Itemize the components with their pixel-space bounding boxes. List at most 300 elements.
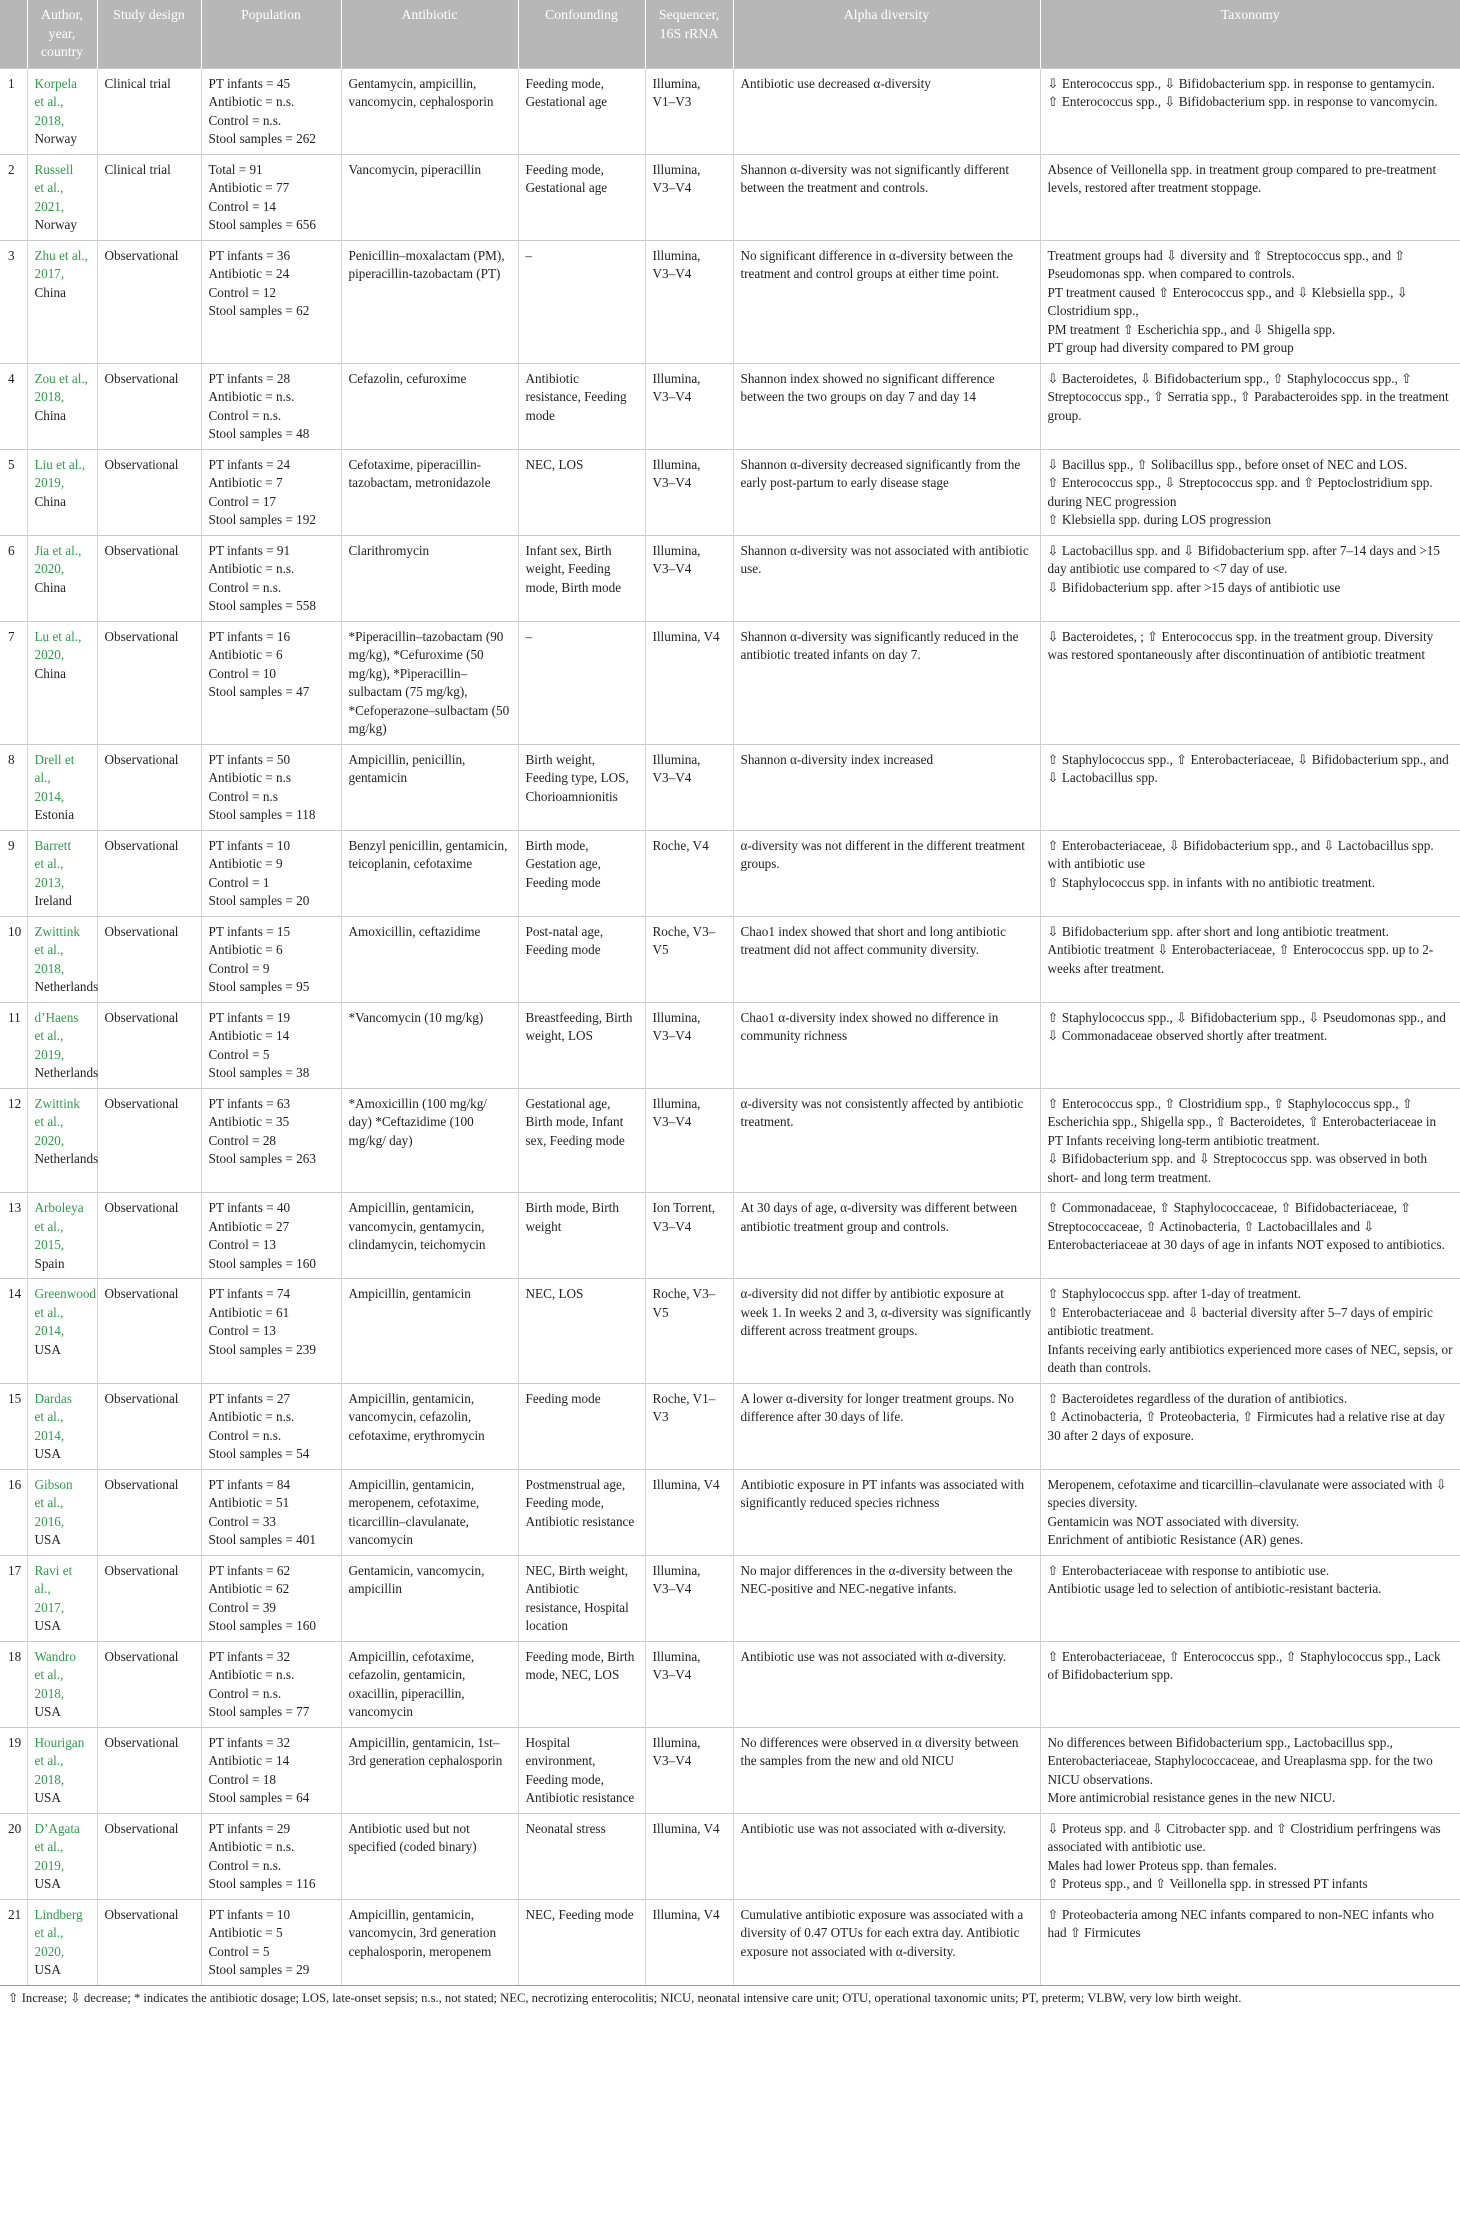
- alpha-diversity: Shannon α-diversity was not associated with antibiotic use.: [733, 535, 1040, 621]
- header-col-study-design: Study design: [97, 0, 201, 68]
- population-line: Control = 13: [208, 1323, 277, 1338]
- author-link[interactable]: et al., 2018,: [34, 1753, 65, 1787]
- taxonomy-cell: [1040, 449, 1460, 535]
- alpha-diversity: At 30 days of age, α-diversity was different between antibiotic treatment group and controls.: [733, 1193, 1040, 1279]
- sequencer: Illumina, V3–V4: [645, 1088, 733, 1193]
- taxonomy-line: PT treatment caused ⇧ Enterococcus spp., and ⇩ Klebsiella spp., ⇩ Clostridium spp.,: [1047, 284, 1408, 318]
- header-col-antibiotic: Antibiotic: [341, 0, 518, 68]
- population-line: Antibiotic = 62: [208, 1581, 290, 1596]
- table-row: [0, 240, 1460, 363]
- taxonomy-line: Enrichment of antibiotic Resistance (AR) genes.: [1047, 1532, 1304, 1547]
- author-link[interactable]: et al., 2014,: [34, 1304, 65, 1338]
- author-link[interactable]: et al., 2018,: [34, 94, 65, 128]
- table-row: [0, 1727, 1460, 1813]
- table-row: [0, 1193, 1460, 1279]
- taxonomy-cell: [1040, 830, 1460, 916]
- population-cell: [201, 1555, 341, 1641]
- country: China: [34, 407, 67, 423]
- study-design: Observational: [97, 240, 201, 363]
- sequencer: Roche, V4: [645, 830, 733, 916]
- population-cell: [201, 535, 341, 621]
- header-col-population: Population: [201, 0, 341, 68]
- sequencer: Illumina, V4: [645, 1469, 733, 1555]
- population-cell: [201, 1641, 341, 1727]
- author-link[interactable]: Gibson: [34, 1476, 73, 1492]
- sequencer: Illumina, V4: [645, 1813, 733, 1899]
- population-line: Antibiotic = n.s: [208, 770, 292, 785]
- sequencer: Ion Torrent, V3–V4: [645, 1193, 733, 1279]
- population-line: Control = n.s.: [208, 1427, 282, 1443]
- confounding: Postmenstrual age, Feeding mode, Antibiotic resistance: [518, 1469, 645, 1555]
- table-row: [0, 154, 1460, 240]
- taxonomy-line: ⇧ Enterobacteriaceae, ⇩ Bifidobacterium spp., and ⇩ Lactobacillus spp. with antibiotic use: [1047, 837, 1434, 871]
- antibiotic: *Piperacillin–tazobactam (90 mg/kg), *Cefuroxime (50 mg/kg), *Piperacillin–sulbactam (75 mg/kg), *Cefoperazone–sulbactam (50 mg/kg): [341, 621, 518, 744]
- taxonomy-line: More antimicrobial resistance genes in the new NICU.: [1047, 1790, 1336, 1805]
- author-link[interactable]: 2020,: [34, 647, 65, 662]
- alpha-diversity: Chao1 index showed that short and long antibiotic treatment did not affect community diversity.: [733, 916, 1040, 1002]
- population-line: PT infants = 32: [208, 1734, 291, 1750]
- row-number: 16: [0, 1469, 27, 1555]
- header-col-sequencer: Sequencer, 16S rRNA: [645, 0, 733, 68]
- author-link[interactable]: 2017,: [34, 1599, 65, 1615]
- population-line: PT infants = 74: [208, 1286, 291, 1301]
- taxonomy-line: ⇩ Bacteroidetes, ⇩ Bifidobacterium spp., ⇧ Staphylococcus spp., ⇧ Streptococcus spp., ⇧ Serratia spp., ⇧ Parabacteroides spp. in the treatment group.: [1047, 370, 1449, 423]
- study-design: Observational: [97, 535, 201, 621]
- author-link[interactable]: Dardas: [34, 1390, 72, 1406]
- taxonomy-line: ⇩ Proteus spp. and ⇩ Citrobacter spp. and ⇧ Clostridium perfringens was associated with antibiotic use.: [1047, 1820, 1441, 1854]
- taxonomy-cell: [1040, 1813, 1460, 1899]
- population-line: Antibiotic = 51: [208, 1495, 290, 1510]
- taxonomy-cell: [1040, 1193, 1460, 1279]
- sequencer: Illumina, V3–V4: [645, 154, 733, 240]
- row-number: 13: [0, 1193, 27, 1279]
- table-row: [0, 1813, 1460, 1899]
- sequencer: Illumina, V3–V4: [645, 535, 733, 621]
- alpha-diversity: No significant difference in α-diversity between the treatment and control groups at either time point.: [733, 240, 1040, 363]
- author-link[interactable]: 2019,: [34, 475, 65, 490]
- author-link[interactable]: et al., 2014,: [34, 1409, 65, 1443]
- confounding: Birth mode, Birth weight: [518, 1193, 645, 1279]
- alpha-diversity: Antibiotic use was not associated with α-diversity.: [733, 1813, 1040, 1899]
- population-line: Antibiotic = 6: [208, 647, 283, 662]
- author-link[interactable]: Drell et al.,: [34, 751, 75, 785]
- population-line: Control = 17: [208, 493, 277, 509]
- population-cell: [201, 830, 341, 916]
- row-number: 5: [0, 449, 27, 535]
- study-design: Observational: [97, 1641, 201, 1727]
- population-line: Antibiotic = n.s.: [208, 94, 295, 109]
- taxonomy-line: ⇧ Enterobacteriaceae and ⇩ bacterial diversity after 5–7 days of empiric antibiotic treatment.: [1047, 1304, 1433, 1338]
- table-row: [0, 1469, 1460, 1555]
- antibiotic: Ampicillin, gentamicin, vancomycin, 3rd generation cephalosporin, meropenem: [341, 1899, 518, 1985]
- population-cell: [201, 1727, 341, 1813]
- antibiotic: Ampicillin, gentamicin, vancomycin, cefazolin, cefotaxime, erythromycin: [341, 1383, 518, 1469]
- taxonomy-cell: [1040, 621, 1460, 744]
- antibiotic: Gentamycin, ampicillin, vancomycin, cephalosporin: [341, 68, 518, 154]
- confounding: Birth mode, Gestation age, Feeding mode: [518, 830, 645, 916]
- author-cell: [27, 1088, 97, 1193]
- population-line: PT infants = 29: [208, 1820, 291, 1836]
- population-line: Stool samples = 47: [208, 684, 310, 699]
- author-link[interactable]: et al., 2016,: [34, 1495, 65, 1529]
- author-cell: [27, 1641, 97, 1727]
- taxonomy-line: ⇩ Bacteroidetes, ; ⇧ Enterococcus spp. in the treatment group. Diversity was restored spontaneously after discontinuation of antibiotic treatment: [1047, 628, 1434, 662]
- confounding: Post-natal age, Feeding mode: [518, 916, 645, 1002]
- author-link[interactable]: Wandro: [34, 1648, 76, 1664]
- study-design: Observational: [97, 744, 201, 830]
- author-link[interactable]: Barrett: [34, 837, 72, 853]
- table-row: [0, 1088, 1460, 1193]
- antibiotic: Antibiotic used but not specified (coded binary): [341, 1813, 518, 1899]
- population-cell: [201, 1088, 341, 1193]
- table-row: [0, 621, 1460, 744]
- population-line: PT infants = 62: [208, 1562, 291, 1578]
- row-number: 15: [0, 1383, 27, 1469]
- population-cell: [201, 68, 341, 154]
- row-number: 4: [0, 363, 27, 449]
- population-line: Stool samples = 192: [208, 512, 316, 527]
- country: Netherlands: [34, 1065, 99, 1080]
- author-link[interactable]: Russell: [34, 161, 74, 177]
- confounding: Neonatal stress: [518, 1813, 645, 1899]
- study-design: Observational: [97, 1279, 201, 1384]
- population-line: PT infants = 27: [208, 1390, 291, 1406]
- confounding: Antibiotic resistance, Feeding mode: [518, 363, 645, 449]
- alpha-diversity: Shannon index showed no significant difference between the two groups on day 7 and day 14: [733, 363, 1040, 449]
- population-line: Control = 33: [208, 1513, 277, 1529]
- row-number: 12: [0, 1088, 27, 1193]
- country: USA: [34, 1532, 61, 1547]
- population-line: Control = 28: [208, 1132, 277, 1148]
- population-cell: [201, 916, 341, 1002]
- table-row: [0, 535, 1460, 621]
- country: Ireland: [34, 893, 72, 908]
- row-number: 14: [0, 1279, 27, 1384]
- row-number: 6: [0, 535, 27, 621]
- author-link[interactable]: Korpela: [34, 75, 77, 91]
- taxonomy-cell: [1040, 363, 1460, 449]
- population-line: PT infants = 19: [208, 1009, 291, 1025]
- antibiotic: Ampicillin, gentamicin, meropenem, cefotaxime, ticarcillin–clavulanate, vancomycin: [341, 1469, 518, 1555]
- sequencer: Illumina, V3–V4: [645, 744, 733, 830]
- author-link[interactable]: et al., 2019,: [34, 1839, 65, 1873]
- table-body: [0, 68, 1460, 1985]
- taxonomy-line: ⇧ Enterococcus spp., ⇩ Streptococcus spp. and ⇧ Peptoclostridium spp. during NEC progression: [1047, 475, 1433, 509]
- antibiotic: Cefazolin, cefuroxime: [341, 363, 518, 449]
- study-design: Clinical trial: [97, 154, 201, 240]
- country: China: [34, 493, 67, 509]
- taxonomy-line: ⇩ Lactobacillus spp. and ⇩ Bifidobacterium spp. after 7–14 days and >15 day antibiotic use compared to <7 day of use.: [1047, 542, 1440, 576]
- population-line: Antibiotic = 6: [208, 942, 283, 957]
- population-line: Stool samples = 38: [208, 1065, 310, 1080]
- country: USA: [34, 1962, 61, 1977]
- author-link[interactable]: et al., 2013,: [34, 856, 65, 890]
- author-cell: [27, 621, 97, 744]
- author-link[interactable]: Zou et al.,: [34, 370, 88, 386]
- confounding: Feeding mode: [518, 1383, 645, 1469]
- antibiotic: *Vancomycin (10 mg/kg): [341, 1002, 518, 1088]
- table-header-row: [0, 0, 1460, 68]
- population-line: Control = 9: [208, 960, 270, 976]
- study-design: Observational: [97, 449, 201, 535]
- author-link[interactable]: Lindberg: [34, 1906, 83, 1922]
- taxonomy-cell: [1040, 1383, 1460, 1469]
- author-link[interactable]: 2014,: [34, 788, 65, 804]
- population-line: Antibiotic = 7: [208, 475, 283, 490]
- population-line: Control = 18: [208, 1771, 277, 1787]
- author-cell: [27, 1002, 97, 1088]
- antibiotic: Ampicillin, gentamicin, 1st–3rd generation cephalosporin: [341, 1727, 518, 1813]
- row-number: 3: [0, 240, 27, 363]
- population-cell: [201, 744, 341, 830]
- author-link[interactable]: et al., 2020,: [34, 1114, 65, 1148]
- population-line: Control = 39: [208, 1599, 277, 1615]
- row-number: 9: [0, 830, 27, 916]
- author-cell: [27, 363, 97, 449]
- taxonomy-line: ⇧ Commonadaceae, ⇧ Staphylococcaceae, ⇧ Bifidobacteriaceae, ⇧ Streptococcaceae, ⇧ Actinobacteria, ⇧ Lactobacillales and ⇩ Enterobacteriaceae at 30 days of age in infants NOT exposed to antibiotics.: [1047, 1200, 1445, 1252]
- country: Norway: [34, 217, 77, 232]
- row-number: 1: [0, 68, 27, 154]
- sequencer: Illumina, V3–V4: [645, 1002, 733, 1088]
- study-design: Observational: [97, 621, 201, 744]
- country: China: [34, 284, 67, 300]
- taxonomy-cell: [1040, 1002, 1460, 1088]
- author-link[interactable]: Liu et al.,: [34, 456, 86, 472]
- taxonomy-line: Treatment groups had ⇩ diversity and ⇧ Streptococcus spp., and ⇧ Pseudomonas spp. when compared to controls.: [1047, 247, 1406, 281]
- author-link[interactable]: et al., 2021,: [34, 180, 65, 214]
- author-link[interactable]: Zwittink: [34, 923, 80, 939]
- antibiotic: Benzyl penicillin, gentamicin, teicoplanin, cefotaxime: [341, 830, 518, 916]
- study-design: Observational: [97, 1383, 201, 1469]
- author-link[interactable]: 2020,: [34, 561, 65, 576]
- population-line: PT infants = 24: [208, 456, 291, 472]
- population-line: Stool samples = 160: [208, 1618, 316, 1633]
- author-link[interactable]: et al., 2015,: [34, 1218, 65, 1252]
- antibiotic: Ampicillin, gentamicin, vancomycin, gentamycin, clindamycin, teichomycin: [341, 1193, 518, 1279]
- population-cell: [201, 1813, 341, 1899]
- table-row: [0, 916, 1460, 1002]
- alpha-diversity: Shannon α-diversity was not significantly different between the treatment and controls.: [733, 154, 1040, 240]
- population-cell: [201, 1002, 341, 1088]
- sequencer: Roche, V3–V5: [645, 1279, 733, 1384]
- taxonomy-line: PT group had diversity compared to PM group: [1047, 340, 1294, 355]
- author-link[interactable]: d’Haens: [34, 1009, 79, 1025]
- confounding: Feeding mode, Gestational age: [518, 154, 645, 240]
- population-line: Stool samples = 558: [208, 598, 316, 613]
- table-row: [0, 1641, 1460, 1727]
- sequencer: Illumina, V4: [645, 621, 733, 744]
- taxonomy-line: ⇧ Klebsiella spp. during LOS progression: [1047, 512, 1271, 527]
- header-col-number: [0, 0, 27, 68]
- antibiotic: Cefotaxime, piperacillin-tazobactam, metronidazole: [341, 449, 518, 535]
- population-line: Stool samples = 239: [208, 1341, 316, 1357]
- author-link[interactable]: Arboleya: [34, 1200, 84, 1215]
- author-cell: [27, 1469, 97, 1555]
- row-number: 10: [0, 916, 27, 1002]
- table-footnote: ⇧ Increase; ⇩ decrease; * indicates the antibiotic dosage; LOS, late-onset sepsis; n.s., not stated; NEC, necrotizing enterocolitis; NICU, neonatal intensive care unit; OTU, operational taxonomic units; PT, preterm; VLBW, very low birth weight.: [0, 1985, 1460, 2011]
- population-line: Stool samples = 656: [208, 217, 316, 232]
- taxonomy-cell: [1040, 1641, 1460, 1727]
- sequencer: Illumina, V3–V4: [645, 363, 733, 449]
- table-row: [0, 1383, 1460, 1469]
- confounding: Gestational age, Birth mode, Infant sex, Feeding mode: [518, 1088, 645, 1193]
- alpha-diversity: α-diversity was not consistently affected by antibiotic treatment.: [733, 1088, 1040, 1193]
- table-row: [0, 1555, 1460, 1641]
- antibiotic: Clarithromycin: [341, 535, 518, 621]
- population-line: PT infants = 15: [208, 923, 291, 939]
- population-line: Antibiotic = 77: [208, 180, 290, 195]
- confounding: NEC, LOS: [518, 449, 645, 535]
- taxonomy-cell: [1040, 535, 1460, 621]
- taxonomy-line: ⇩ Bacillus spp., ⇧ Solibacillus spp., before onset of NEC and LOS.: [1047, 456, 1408, 472]
- alpha-diversity: Antibiotic use decreased α-diversity: [733, 68, 1040, 154]
- sequencer: Illumina, V3–V4: [645, 240, 733, 363]
- table-row: [0, 1002, 1460, 1088]
- author-cell: [27, 916, 97, 1002]
- taxonomy-cell: [1040, 1899, 1460, 1985]
- population-line: Antibiotic = 35: [208, 1114, 290, 1129]
- country: USA: [34, 1876, 61, 1891]
- author-link[interactable]: et al., 2020,: [34, 1925, 65, 1959]
- population-line: PT infants = 36: [208, 247, 291, 263]
- author-link[interactable]: Lu et al.,: [34, 628, 82, 644]
- taxonomy-line: Gentamicin was NOT associated with diversity.: [1047, 1513, 1300, 1529]
- population-cell: [201, 240, 341, 363]
- population-line: Control = n.s: [208, 788, 278, 804]
- population-line: Antibiotic = 14: [208, 1028, 290, 1043]
- alpha-diversity: Shannon α-diversity index increased: [733, 744, 1040, 830]
- taxonomy-cell: [1040, 68, 1460, 154]
- taxonomy-line: ⇩ Bifidobacterium spp. after short and long antibiotic treatment.: [1047, 923, 1389, 939]
- country: Netherlands: [34, 979, 99, 994]
- row-number: 19: [0, 1727, 27, 1813]
- taxonomy-line: Antibiotic treatment ⇩ Enterobacteriaceae, ⇧ Enterococcus spp. up to 2-weeks after treatment.: [1047, 942, 1434, 976]
- population-line: Antibiotic = n.s.: [208, 1839, 295, 1854]
- row-number: 20: [0, 1813, 27, 1899]
- population-line: Stool samples = 263: [208, 1151, 316, 1166]
- confounding: Feeding mode, Gestational age: [518, 68, 645, 154]
- country: China: [34, 665, 67, 681]
- study-design: Observational: [97, 1088, 201, 1193]
- population-line: Stool samples = 401: [208, 1532, 316, 1547]
- author-cell: [27, 1813, 97, 1899]
- country: Norway: [34, 131, 77, 146]
- population-line: Antibiotic = 24: [208, 266, 290, 281]
- taxonomy-line: ⇧ Enterococcus spp., ⇩ Bifidobacterium spp. in response to vancomycin.: [1047, 94, 1438, 109]
- alpha-diversity: Chao1 α-diversity index showed no difference in community richness: [733, 1002, 1040, 1088]
- taxonomy-line: Males had lower Proteus spp. than females.: [1047, 1857, 1277, 1873]
- confounding: NEC, LOS: [518, 1279, 645, 1384]
- row-number: 11: [0, 1002, 27, 1088]
- author-cell: [27, 1279, 97, 1384]
- antibiotic: Ampicillin, penicillin, gentamicin: [341, 744, 518, 830]
- population-line: Control = n.s.: [208, 112, 282, 128]
- population-line: Control = n.s.: [208, 579, 282, 595]
- population-line: Stool samples = 160: [208, 1255, 316, 1271]
- taxonomy-cell: [1040, 1469, 1460, 1555]
- table-row: [0, 449, 1460, 535]
- taxonomy-line: ⇧ Bacteroidetes regardless of the duration of antibiotics.: [1047, 1390, 1348, 1406]
- confounding: Breastfeeding, Birth weight, LOS: [518, 1002, 645, 1088]
- taxonomy-line: No differences between Bifidobacterium spp., Lactobacillus spp., Enterobacteriaceae, Staphylococcaceae, and Ureaplasma spp. for the two NICU observations.: [1047, 1734, 1433, 1787]
- author-cell: [27, 1899, 97, 1985]
- author-link[interactable]: Hourigan: [34, 1734, 85, 1750]
- author-link[interactable]: et al., 2018,: [34, 1667, 65, 1701]
- table-row: [0, 1899, 1460, 1985]
- population-line: PT infants = 10: [208, 1906, 291, 1922]
- study-design: Observational: [97, 1727, 201, 1813]
- confounding: NEC, Birth weight, Antibiotic resistance, Hospital location: [518, 1555, 645, 1641]
- author-cell: [27, 449, 97, 535]
- taxonomy-line: ⇩ Enterococcus spp., ⇩ Bifidobacterium spp. in response to gentamycin.: [1047, 75, 1435, 91]
- confounding: Feeding mode, Birth mode, NEC, LOS: [518, 1641, 645, 1727]
- author-link[interactable]: et al., 2019,: [34, 1028, 65, 1062]
- taxonomy-cell: [1040, 154, 1460, 240]
- author-link[interactable]: Greenwood: [34, 1286, 97, 1301]
- row-number: 21: [0, 1899, 27, 1985]
- author-link[interactable]: D’Agata: [34, 1820, 80, 1836]
- author-cell: [27, 1383, 97, 1469]
- sequencer: Roche, V1–V3: [645, 1383, 733, 1469]
- population-line: PT infants = 45: [208, 75, 291, 91]
- population-line: Antibiotic = 61: [208, 1304, 290, 1320]
- taxonomy-line: ⇩ Bifidobacterium spp. and ⇩ Streptococcus spp. was observed in both short- and long term treatment.: [1047, 1151, 1428, 1185]
- header-col-alpha-diversity: Alpha diversity: [733, 0, 1040, 68]
- author-link[interactable]: Jia et al.,: [34, 542, 82, 558]
- population-line: Antibiotic = 5: [208, 1925, 283, 1940]
- taxonomy-cell: [1040, 744, 1460, 830]
- study-design: Observational: [97, 363, 201, 449]
- author-cell: [27, 240, 97, 363]
- population-line: Stool samples = 77: [208, 1704, 310, 1719]
- study-design: Observational: [97, 1555, 201, 1641]
- taxonomy-line: Absence of Veillonella spp. in treatment group compared to pre-treatment levels, restored after treatment stoppage.: [1047, 161, 1437, 195]
- antibiotic: Ampicillin, cefotaxime, cefazolin, gentamicin, oxacillin, piperacillin, vancomycin: [341, 1641, 518, 1727]
- author-cell: [27, 154, 97, 240]
- population-line: Antibiotic = n.s.: [208, 389, 295, 404]
- population-line: Antibiotic = 14: [208, 1753, 290, 1768]
- population-line: Control = n.s.: [208, 407, 282, 423]
- population-line: PT infants = 32: [208, 1648, 291, 1664]
- author-link[interactable]: 2018,: [34, 389, 65, 404]
- study-design: Observational: [97, 1899, 201, 1985]
- antibiotic: Vancomycin, piperacillin: [341, 154, 518, 240]
- population-line: Control = 12: [208, 284, 277, 300]
- population-line: PT infants = 40: [208, 1200, 291, 1215]
- table-row: [0, 744, 1460, 830]
- author-link[interactable]: Ravi et al.,: [34, 1562, 73, 1596]
- study-design: Observational: [97, 1813, 201, 1899]
- author-link[interactable]: 2017,: [34, 266, 65, 281]
- alpha-diversity: A lower α-diversity for longer treatment groups. No difference after 30 days of life.: [733, 1383, 1040, 1469]
- author-link[interactable]: et al., 2018,: [34, 942, 65, 976]
- population-line: PT infants = 28: [208, 370, 291, 386]
- taxonomy-cell: [1040, 1727, 1460, 1813]
- antibiotic: Gentamicin, vancomycin, ampicillin: [341, 1555, 518, 1641]
- alpha-diversity: Antibiotic use was not associated with α-diversity.: [733, 1641, 1040, 1727]
- author-cell: [27, 830, 97, 916]
- country: Netherlands: [34, 1151, 99, 1166]
- population-line: PT infants = 50: [208, 751, 291, 767]
- study-design: Observational: [97, 916, 201, 1002]
- alpha-diversity: Shannon α-diversity was significantly reduced in the antibiotic treated infants on day 7.: [733, 621, 1040, 744]
- sequencer: Illumina, V1–V3: [645, 68, 733, 154]
- author-link[interactable]: Zwittink: [34, 1095, 80, 1111]
- author-link[interactable]: Zhu et al.,: [34, 247, 88, 263]
- taxonomy-line: PM treatment ⇧ Escherichia spp., and ⇩ Shigella spp.: [1047, 321, 1336, 337]
- population-cell: [201, 1279, 341, 1384]
- antibiotic: Penicillin–moxalactam (PM), piperacillin-tazobactam (PT): [341, 240, 518, 363]
